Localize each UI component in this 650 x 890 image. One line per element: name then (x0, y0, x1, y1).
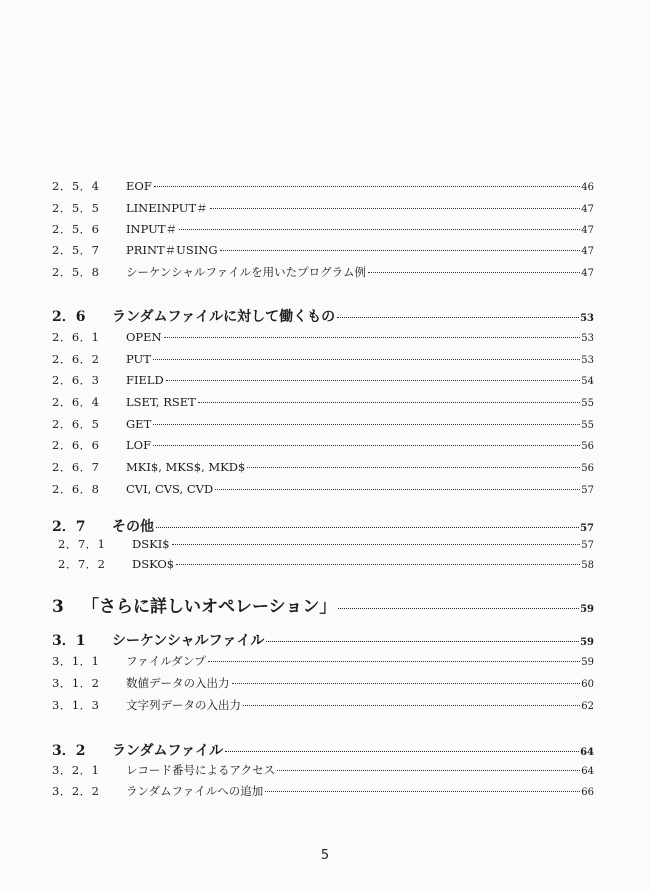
dot-leader (153, 359, 580, 360)
toc-entry (52, 264, 594, 280)
dot-leader (225, 751, 579, 752)
toc-number: 2．7．2 (58, 557, 106, 571)
dot-leader (208, 661, 580, 662)
dot-leader (176, 564, 580, 565)
dot-leader (153, 424, 580, 425)
toc-title: シーケンシャルファイル (112, 633, 265, 649)
toc-entry (52, 437, 594, 453)
toc-title: 数値データの入出力 (126, 676, 230, 690)
toc-number: 2．5．6 (52, 222, 100, 236)
toc-number: 2．6．8 (52, 482, 100, 496)
dot-leader (220, 250, 581, 251)
toc-page-number: 53 (580, 313, 594, 324)
toc-page-number: 59 (580, 604, 594, 615)
toc-page-number: 62 (581, 701, 594, 712)
toc-title: DSKI$ (132, 537, 170, 551)
toc-section (52, 306, 594, 326)
toc-page-number: 56 (581, 463, 594, 474)
dot-leader (266, 641, 579, 642)
toc-title: PRINT＃USING (126, 243, 218, 257)
toc-number: 3．1 (52, 633, 86, 649)
toc-number: 2．5．4 (52, 179, 100, 193)
toc-number: 3．2．2 (52, 784, 100, 798)
toc-page-number: 47 (581, 268, 594, 279)
dot-leader (277, 770, 580, 771)
dot-leader (265, 791, 580, 792)
dot-leader (172, 544, 581, 545)
toc-page-number: 64 (581, 766, 594, 777)
toc-page-number: 59 (581, 657, 594, 668)
toc-entry (52, 481, 594, 497)
toc-title: LSET, RSET (126, 395, 196, 409)
toc-number: 2．6．2 (52, 352, 100, 366)
toc-number: 2．7 (52, 519, 86, 535)
dot-leader (337, 317, 579, 318)
toc-page-number: 59 (580, 637, 594, 648)
toc-title: GET (126, 417, 152, 431)
toc-title: FIELD (126, 373, 164, 387)
dot-leader (164, 337, 581, 338)
toc-title: CVI, CVS, CVD (126, 482, 214, 496)
toc-number: 2．6．1 (52, 330, 100, 344)
toc-page-number: 47 (581, 246, 594, 257)
dot-leader (243, 705, 580, 706)
toc-title: ランダムファイルに対して働くもの (112, 309, 336, 325)
toc-title: その他 (112, 519, 154, 535)
toc-page-number: 46 (581, 182, 594, 193)
toc-section (52, 516, 594, 536)
dot-leader (179, 229, 580, 230)
toc-number: 3．1．2 (52, 676, 100, 690)
toc-page-number: 53 (581, 333, 594, 344)
toc-number: 3 (52, 597, 64, 617)
dot-leader (215, 489, 580, 490)
toc-title: レコード番号によるアクセス (126, 763, 276, 777)
toc-page-number: 47 (581, 225, 594, 236)
dot-leader (156, 527, 579, 528)
toc-number: 2．6．6 (52, 438, 100, 452)
toc-page-number: 58 (581, 560, 594, 571)
toc-page-number: 57 (581, 540, 594, 551)
toc-entry (52, 329, 594, 345)
toc-entry (52, 459, 594, 475)
toc-entry (52, 242, 594, 258)
toc-entry (52, 178, 594, 194)
toc-number: 2．6 (52, 309, 86, 325)
toc-number: 2．6．3 (52, 373, 100, 387)
toc-section (52, 740, 594, 760)
dot-leader (338, 608, 579, 609)
toc-title: INPUT＃ (126, 222, 178, 236)
toc-entry (58, 556, 594, 572)
dot-leader (232, 683, 581, 684)
toc-number: 2．5．5 (52, 201, 100, 215)
toc-number: 2．5．7 (52, 243, 100, 257)
toc-page-number: 55 (581, 398, 594, 409)
toc-number: 3．1．1 (52, 654, 100, 668)
toc-page-number: 57 (581, 485, 594, 496)
toc-entry (52, 762, 594, 778)
toc-title: MKI$, MKS$, MKD$ (126, 460, 246, 474)
toc-entry (52, 416, 594, 432)
toc-entry (52, 783, 594, 799)
toc-entry (52, 653, 594, 669)
toc-page-number: 66 (581, 787, 594, 798)
page-number: 5 (320, 848, 330, 863)
toc-number: 2．5．8 (52, 265, 100, 279)
toc-entry (58, 536, 594, 552)
toc-entry (52, 221, 594, 237)
toc-page-number: 64 (580, 747, 594, 758)
toc-number: 2．6．7 (52, 460, 100, 474)
dot-leader (247, 467, 580, 468)
toc-entry (52, 200, 594, 216)
dot-leader (166, 380, 580, 381)
toc-page-number: 57 (580, 523, 594, 534)
toc-entry (52, 675, 594, 691)
toc-title: LINEINPUT＃ (126, 201, 208, 215)
toc-page-number: 47 (581, 204, 594, 215)
toc-number: 3．1．3 (52, 698, 100, 712)
toc-title: 「さらに詳しいオペレーション」 (82, 597, 337, 617)
toc-number: 2．6．4 (52, 395, 100, 409)
toc-page-number: 60 (581, 679, 594, 690)
toc-number: 2．6．5 (52, 417, 100, 431)
toc-title: シーケンシャルファイルを用いたプログラム例 (126, 265, 367, 279)
toc-title: DSKO$ (132, 557, 175, 571)
toc-title: PUT (126, 352, 151, 366)
toc-page-number: 55 (581, 420, 594, 431)
toc-section (52, 630, 594, 650)
toc-number: 2．7．1 (58, 537, 106, 551)
dot-leader (198, 402, 580, 403)
toc-entry (52, 697, 594, 713)
toc-title: ランダムファイルへの追加 (126, 784, 264, 798)
toc-entry (52, 372, 594, 388)
toc-page-number: 53 (581, 355, 594, 366)
toc-number: 3．2．1 (52, 763, 100, 777)
toc-entry (52, 394, 594, 410)
toc-title: OPEN (126, 330, 162, 344)
toc-number: 3．2 (52, 743, 86, 759)
dot-leader (154, 186, 580, 187)
toc-page-number: 56 (581, 441, 594, 452)
toc-entry (52, 351, 594, 367)
toc-chapter (52, 592, 594, 617)
toc-title: EOF (126, 179, 152, 193)
dot-leader (210, 208, 581, 209)
toc-title: ランダムファイル (112, 743, 224, 759)
toc-title: ファイルダンプ (126, 654, 206, 668)
dot-leader (153, 445, 580, 446)
dot-leader (368, 272, 580, 273)
toc-title: LOF (126, 438, 152, 452)
toc-page-number: 54 (581, 376, 594, 387)
toc-title: 文字列データの入出力 (126, 698, 241, 712)
